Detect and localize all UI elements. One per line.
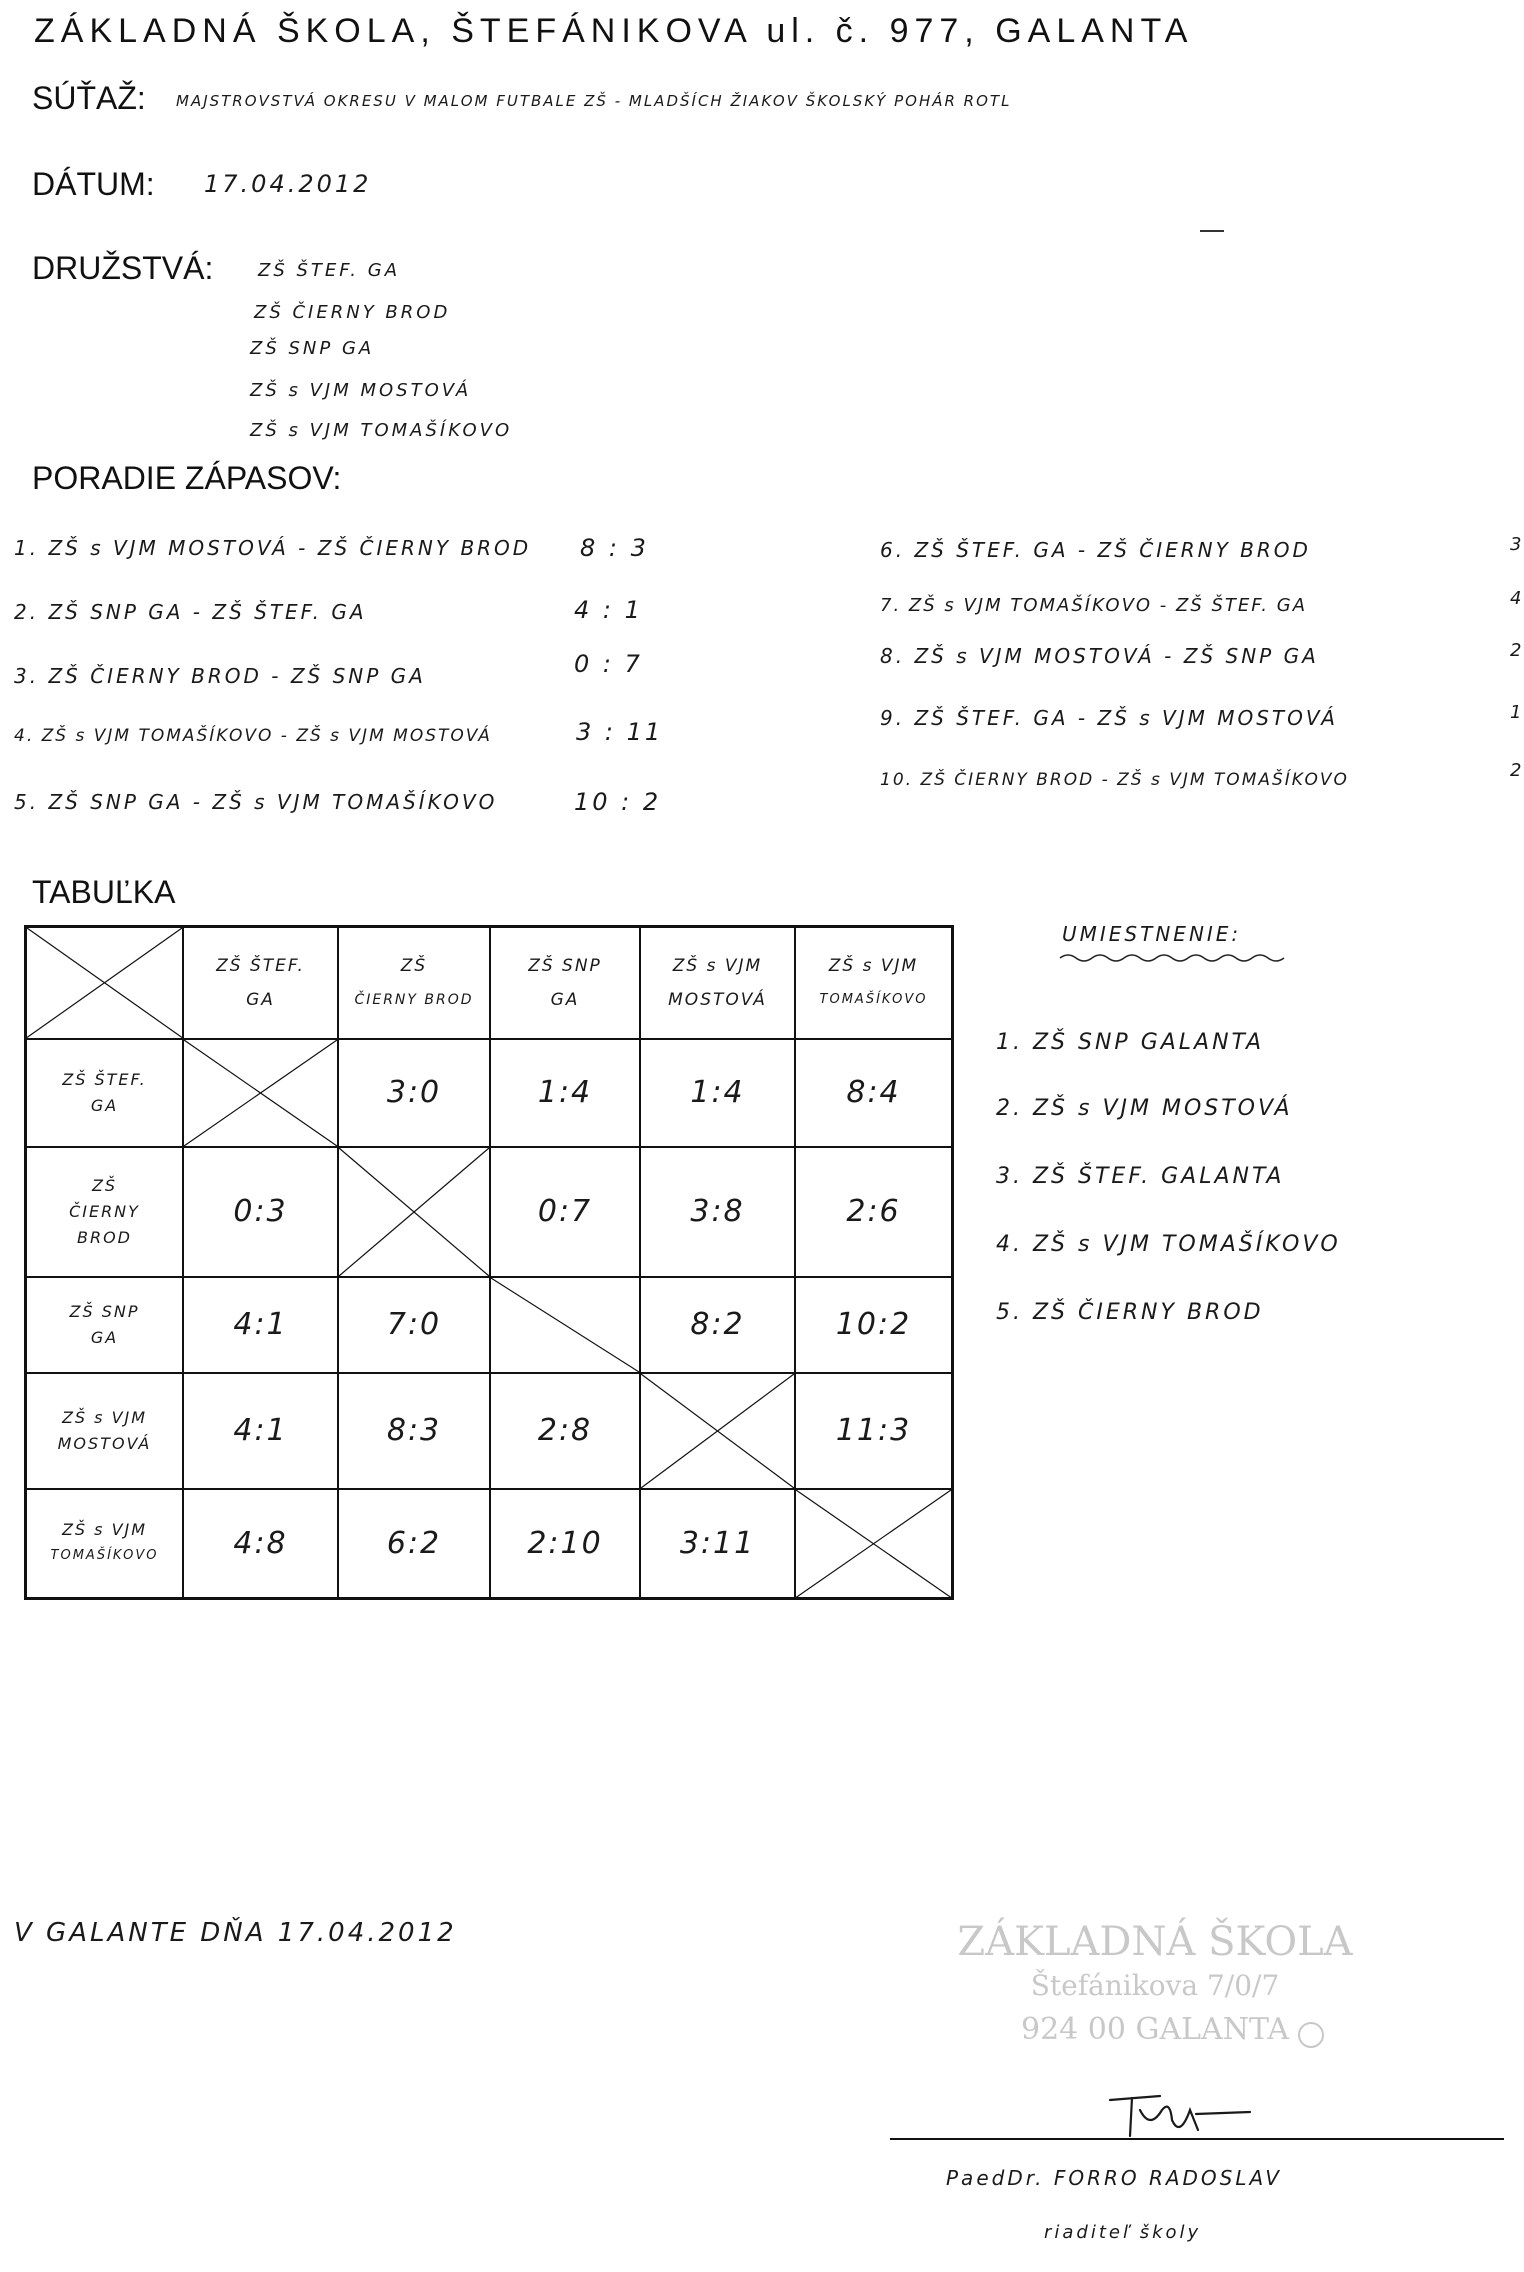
place-date: V GALANTE DŇA 17.04.2012 xyxy=(14,1918,457,1948)
column-header xyxy=(338,927,490,1039)
match-item xyxy=(14,718,664,746)
match-teams: 3. ZŠ ČIERNY BROD - ZŠ SNP GA xyxy=(14,664,426,688)
match-teams: 6. ZŠ ŠTEF. GA - ZŠ ČIERNY BROD xyxy=(880,538,1311,562)
match-score: 0 : 7 xyxy=(574,650,643,678)
score-cell: 3:0 xyxy=(338,1039,490,1147)
ranking-item: 3. ZŠ ŠTEF. GALANTA xyxy=(996,1164,1285,1189)
row-header-line: ZŠ ŠTEF. xyxy=(62,1069,147,1089)
self-match-cell xyxy=(338,1147,490,1277)
score-cell: 2:10 xyxy=(490,1489,640,1599)
column-header-line: TOMAŠÍKOVO xyxy=(819,991,928,1007)
team-item: ZŠ s VJM MOSTOVÁ xyxy=(250,380,472,401)
date-value: 17.04.2012 xyxy=(204,170,372,198)
column-header xyxy=(795,927,953,1039)
row-header xyxy=(26,1039,184,1147)
match-item xyxy=(14,650,643,688)
score-cell: 8:4 xyxy=(795,1039,953,1147)
cross-mark xyxy=(796,1490,951,1598)
team-item: ZŠ s VJM TOMAŠÍKOVO xyxy=(250,420,513,441)
score-cell: 1:4 xyxy=(490,1039,640,1147)
self-match-cell xyxy=(490,1277,640,1373)
score-cell: 7:0 xyxy=(338,1277,490,1373)
competition-label: SÚŤAŽ: xyxy=(32,80,146,116)
teams-label: DRUŽSTVÁ: xyxy=(32,250,214,286)
corner-cell xyxy=(26,927,184,1039)
score-cell: 4:8 xyxy=(183,1489,338,1599)
score-cell: 1:4 xyxy=(640,1039,795,1147)
row-header-line: ZŠ s VJM xyxy=(61,1520,148,1540)
row-header-line: BROD xyxy=(76,1227,132,1247)
table-header-row xyxy=(26,927,953,1039)
signatory-name: PaedDr. FORRO RADOSLAV xyxy=(946,2166,1282,2190)
match-score: 4 xyxy=(1510,588,1524,609)
match-teams: 2. ZŠ SNP GA - ZŠ ŠTEF. GA xyxy=(14,600,367,624)
results-table xyxy=(24,925,954,1600)
cross-mark xyxy=(641,1374,794,1488)
team-item: ZŠ ČIERNY BROD xyxy=(254,302,451,323)
match-item xyxy=(880,640,1524,668)
row-header xyxy=(26,1277,184,1373)
match-score: 8 : 3 xyxy=(580,534,649,562)
row-header-line: GA xyxy=(90,1327,119,1347)
row-header-line: GA xyxy=(90,1095,119,1115)
self-match-cell xyxy=(183,1039,338,1147)
score-cell: 4:1 xyxy=(183,1373,338,1489)
match-item xyxy=(14,596,643,624)
score-cell: 6:2 xyxy=(338,1489,490,1599)
row-header xyxy=(26,1147,184,1277)
column-header xyxy=(490,927,640,1039)
cross-mark xyxy=(339,1148,489,1276)
table-row xyxy=(26,1277,953,1373)
ranking-item: 1. ZŠ SNP GALANTA xyxy=(996,1030,1265,1055)
column-header-line: ZŠ SNP xyxy=(528,955,602,976)
match-teams: 10. ZŠ ČIERNY BROD - ZŠ s VJM TOMAŠÍKOVO xyxy=(880,770,1349,790)
table-row xyxy=(26,1147,953,1277)
match-item xyxy=(14,534,649,562)
match-item xyxy=(14,788,662,816)
column-header-line: ZŠ s VJM xyxy=(672,955,763,976)
stamp-line: Štefánikova 7/0/7 xyxy=(1030,1969,1280,2002)
row-header-line: ZŠ xyxy=(91,1175,118,1195)
stamp-line: 924 00 GALANTA xyxy=(1020,2012,1289,2047)
match-score: 1 xyxy=(1510,702,1524,723)
match-item xyxy=(880,534,1524,562)
score-cell: 3:8 xyxy=(640,1147,795,1277)
column-header-line: GA xyxy=(550,989,580,1010)
column-header-line: ZŠ xyxy=(400,955,428,976)
team-item: ZŠ ŠTEF. GA xyxy=(258,260,401,281)
ranking-underline xyxy=(1058,950,1298,964)
score-cell: 8:2 xyxy=(640,1277,795,1373)
column-header xyxy=(183,927,338,1039)
dash-mark xyxy=(1200,230,1224,232)
self-match-cell xyxy=(640,1373,795,1489)
ranking-item: 4. ZŠ s VJM TOMAŠÍKOVO xyxy=(996,1232,1341,1257)
score-cell: 2:6 xyxy=(795,1147,953,1277)
row-header-line: TOMAŠÍKOVO xyxy=(50,1548,159,1564)
column-header-line: ČIERNY BROD xyxy=(354,991,474,1008)
date-label: DÁTUM: xyxy=(32,166,155,202)
row-header xyxy=(26,1373,184,1489)
cross-mark xyxy=(491,1278,639,1372)
match-teams: 8. ZŠ s VJM MOSTOVÁ - ZŠ SNP GA xyxy=(880,644,1319,668)
ranking-label: UMIESTNENIE: xyxy=(1062,922,1242,946)
match-teams: 5. ZŠ SNP GA - ZŠ s VJM TOMAŠÍKOVO xyxy=(14,790,498,814)
score-cell: 2:8 xyxy=(490,1373,640,1489)
match-item xyxy=(880,588,1524,616)
match-item xyxy=(880,702,1524,730)
match-score: 4 : 1 xyxy=(574,596,643,624)
competition-value: MAJSTROVSTVÁ OKRESU V MALOM FUTBALE ZŠ - MLADŠÍCH ŽIAKOV ŠKOLSKÝ POHÁR ROTL xyxy=(176,92,1012,110)
column-header-line: ZŠ s VJM xyxy=(828,955,919,976)
row-header xyxy=(26,1489,184,1599)
score-cell: 4:1 xyxy=(183,1277,338,1373)
school-header: ZÁKLADNÁ ŠKOLA, ŠTEFÁNIKOVA ul. č. 977, GALANTA xyxy=(34,12,1194,50)
row-header-line: ZŠ s VJM xyxy=(61,1407,148,1427)
cross-mark xyxy=(27,928,182,1038)
score-cell: 0:3 xyxy=(183,1147,338,1277)
ranking-item: 2. ZŠ s VJM MOSTOVÁ xyxy=(996,1096,1293,1121)
column-header xyxy=(640,927,795,1039)
row-header-line: ZŠ SNP xyxy=(69,1301,140,1321)
signature-line xyxy=(890,2138,1504,2140)
cross-mark xyxy=(184,1040,337,1146)
team-item: ZŠ SNP GA xyxy=(250,338,375,359)
match-teams: 7. ZŠ s VJM TOMAŠÍKOVO - ZŠ ŠTEF. GA xyxy=(880,595,1308,616)
row-header-line: MOSTOVÁ xyxy=(57,1433,152,1453)
table-row xyxy=(26,1039,953,1147)
table-row xyxy=(26,1489,953,1599)
match-score: 3 xyxy=(1510,534,1524,555)
table-row xyxy=(26,1373,953,1489)
score-cell: 11:3 xyxy=(795,1373,953,1489)
table-label: TABUĽKA xyxy=(32,874,176,910)
match-teams: 1. ZŠ s VJM MOSTOVÁ - ZŠ ČIERNY BROD xyxy=(14,536,532,560)
match-score: 10 : 2 xyxy=(574,788,662,816)
score-cell: 0:7 xyxy=(490,1147,640,1277)
score-cell: 10:2 xyxy=(795,1277,953,1373)
match-score: 3 : 11 xyxy=(576,718,664,746)
match-teams: 9. ZŠ ŠTEF. GA - ZŠ s VJM MOSTOVÁ xyxy=(880,706,1338,730)
column-header-line: GA xyxy=(246,989,275,1010)
match-score: 2 xyxy=(1510,640,1524,661)
signatory-role: riaditeľ školy xyxy=(1044,2222,1202,2243)
match-teams: 4. ZŠ s VJM TOMAŠÍKOVO - ZŠ s VJM MOSTOVÁ xyxy=(14,726,492,746)
stamp-line: ZÁKLADNÁ ŠKOLA xyxy=(957,1919,1353,1965)
row-header-line: ČIERNY xyxy=(69,1201,140,1221)
column-header-line: MOSTOVÁ xyxy=(668,989,767,1010)
self-match-cell xyxy=(795,1489,953,1599)
score-cell: 8:3 xyxy=(338,1373,490,1489)
ranking-item: 5. ZŠ ČIERNY BROD xyxy=(996,1300,1264,1325)
match-score: 2 xyxy=(1510,760,1524,781)
stamp-emblem xyxy=(1298,2022,1324,2048)
score-cell: 3:11 xyxy=(640,1489,795,1599)
match-item xyxy=(880,760,1524,790)
column-header-line: ZŠ ŠTEF. xyxy=(216,955,305,976)
matches-label: PORADIE ZÁPASOV: xyxy=(32,460,342,496)
